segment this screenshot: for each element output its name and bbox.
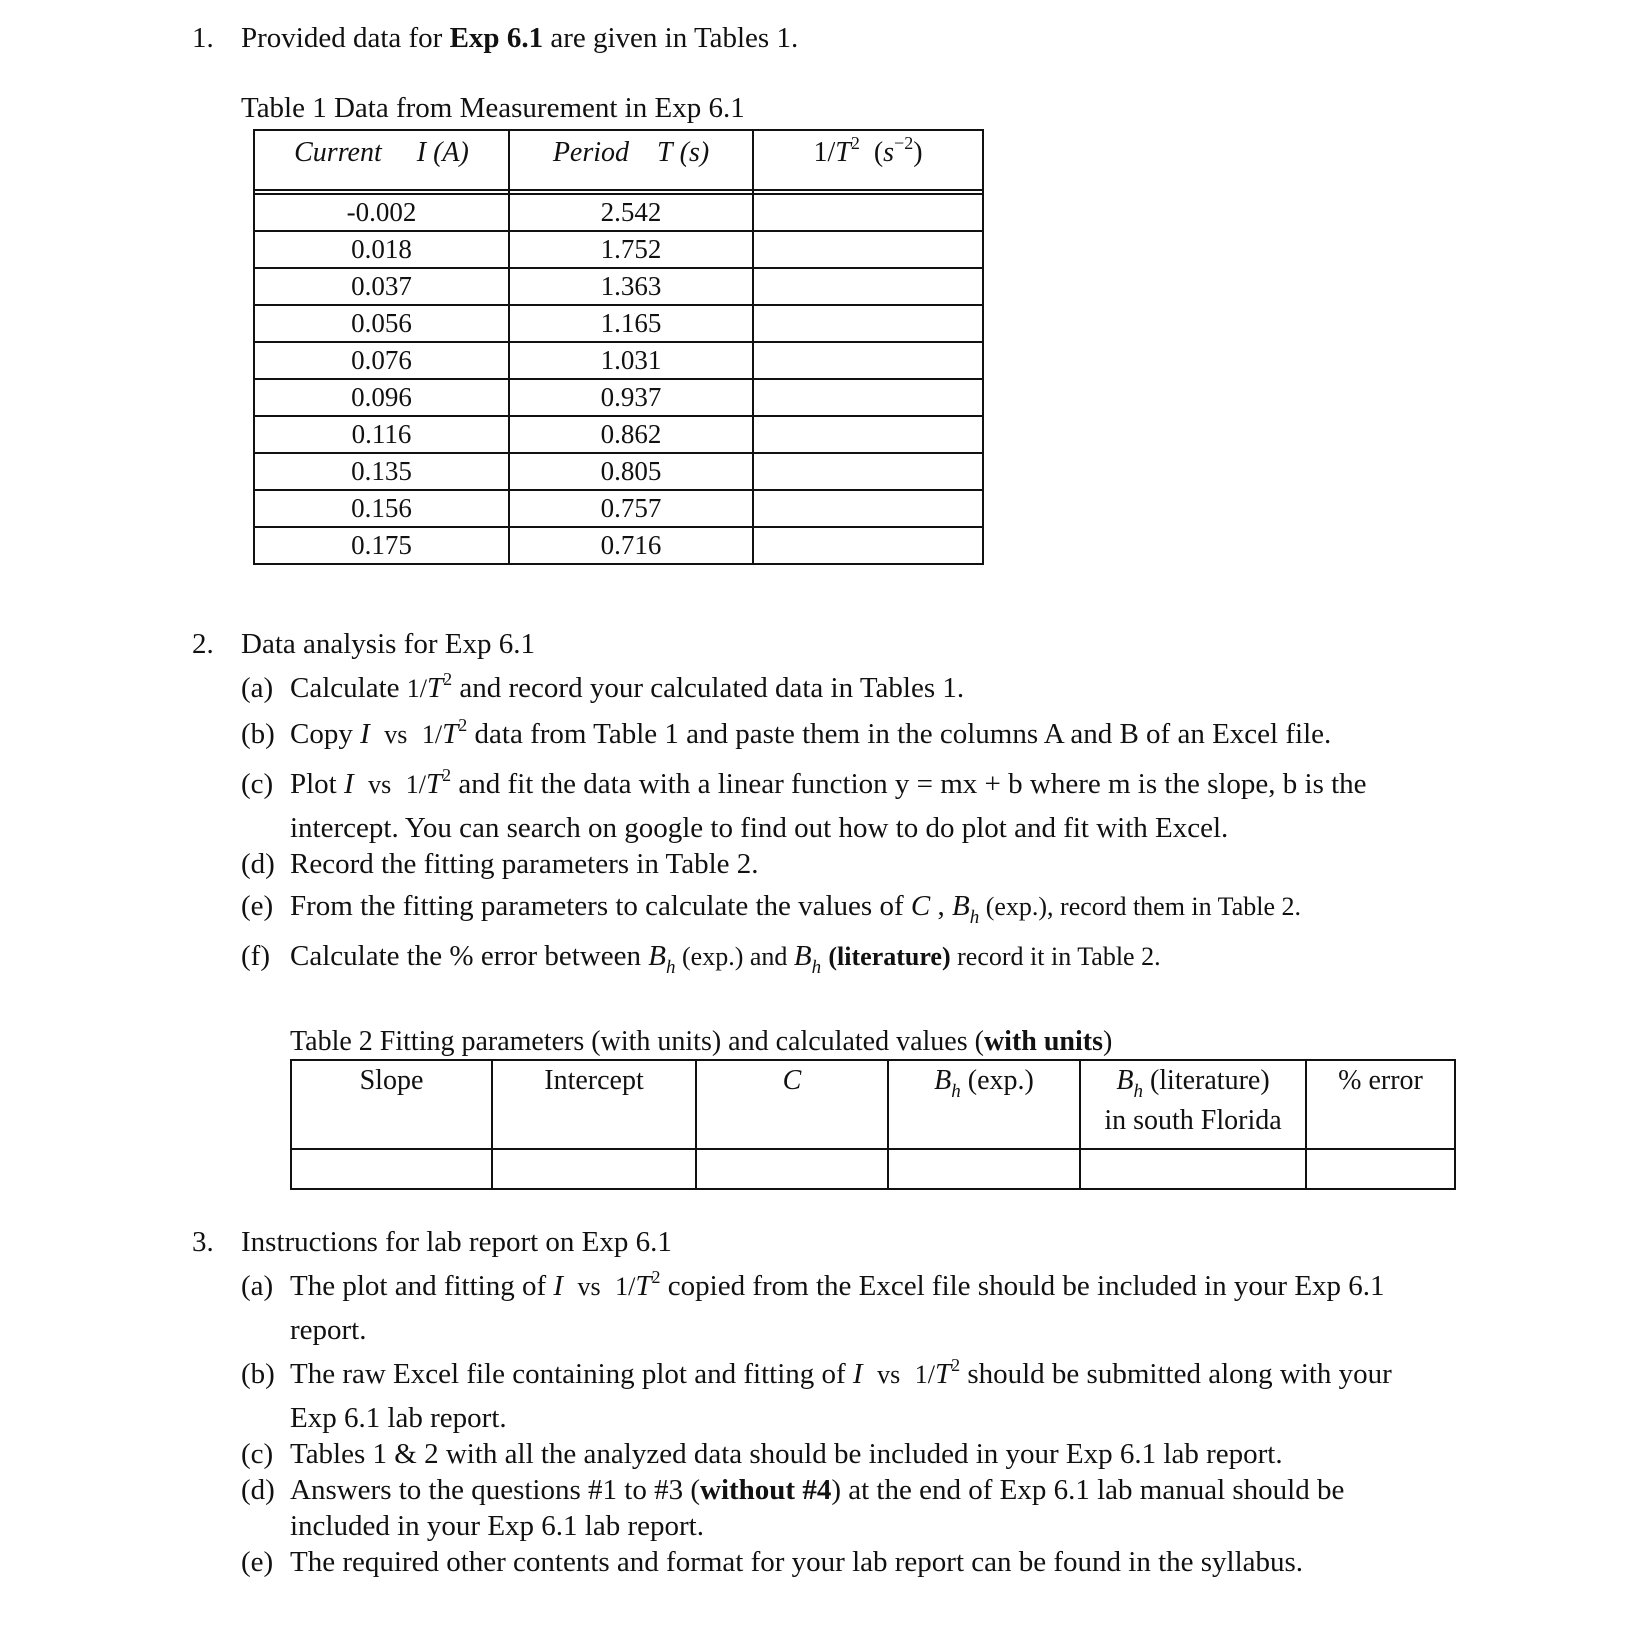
item-2a: (a) Calculate $1/T^2$ and record your calculated data in Tables 1. bbox=[241, 669, 965, 704]
table-2 bbox=[290, 1059, 1456, 1190]
cell-period: 0.805 bbox=[509, 453, 753, 490]
item-2d: (d) Record the fitting parameters in Table 2. bbox=[241, 848, 759, 880]
table-row bbox=[254, 268, 983, 305]
item-3b: (b) The raw Excel file containing plot and fitting of I vs $1/T^2$ should be submitted along with your bbox=[241, 1355, 1392, 1390]
cell-inverse[interactable] bbox=[753, 305, 983, 342]
table-row bbox=[254, 379, 983, 416]
table-row bbox=[254, 416, 983, 453]
table-1-caption: Table 1 Data from Measurement in Exp 6.1 bbox=[241, 92, 745, 124]
section-1-text: Provided data for Exp 6.1 are given in Tables 1. bbox=[241, 22, 799, 54]
table-2-caption: Table 2 Fitting parameters (with units) and calculated values (with units) bbox=[290, 1026, 1113, 1057]
cell-period: 1.752 bbox=[509, 231, 753, 268]
section-3-number: 3. bbox=[192, 1226, 214, 1258]
item-2e: (e) From the fitting parameters to calculate the values of C , $B_h$ (exp.), record them in Table 2. bbox=[241, 890, 1302, 928]
header-bh-literature: $B_h$ (literature) in south Florida bbox=[1080, 1060, 1306, 1149]
header-intercept: Intercept bbox=[492, 1060, 696, 1149]
item-3c: (c) Tables 1 & 2 with all the analyzed data should be included in your Exp 6.1 lab report. bbox=[241, 1438, 1283, 1470]
table-row bbox=[254, 453, 983, 490]
cell-period: 0.862 bbox=[509, 416, 753, 453]
cell-period: 2.542 bbox=[509, 194, 753, 231]
table-row bbox=[254, 194, 983, 231]
table-1-header-row bbox=[254, 130, 983, 190]
table-row bbox=[254, 342, 983, 379]
cell-current: 0.156 bbox=[254, 490, 509, 527]
item-2c: (c) Plot I vs $1/T^2$ and fit the data with a linear function y = mx + b where m is the slope, b is the bbox=[241, 765, 1367, 800]
cell-inverse[interactable] bbox=[753, 342, 983, 379]
cell-period: 1.363 bbox=[509, 268, 753, 305]
cell-c[interactable] bbox=[696, 1149, 888, 1189]
section-1-number: 1. bbox=[192, 22, 214, 54]
item-2f: (f) Calculate the % error between $B_h$ (exp.) and $B_h$ (literature) record it in Table 2. bbox=[241, 940, 1161, 978]
item-3d: (d) Answers to the questions #1 to #3 (without #4) at the end of Exp 6.1 lab manual should be bbox=[241, 1474, 1345, 1506]
item-2b: (b) Copy I vs $1/T^2$ data from Table 1 and paste them in the columns A and B of an Excel file. bbox=[241, 715, 1332, 750]
cell-current: -0.002 bbox=[254, 194, 509, 231]
cell-current: 0.096 bbox=[254, 379, 509, 416]
item-2c-continued: intercept. You can search on google to find out how to do plot and fit with Excel. bbox=[290, 812, 1229, 844]
table-row bbox=[254, 305, 983, 342]
cell-inverse[interactable] bbox=[753, 453, 983, 490]
cell-inverse[interactable] bbox=[753, 416, 983, 453]
table-row bbox=[254, 490, 983, 527]
header-percent-error: % error bbox=[1306, 1060, 1455, 1149]
cell-current: 0.116 bbox=[254, 416, 509, 453]
item-3a: (a) The plot and fitting of I vs $1/T^2$ copied from the Excel file should be included in your Exp 6.1 bbox=[241, 1267, 1385, 1302]
item-3b-continued: Exp 6.1 lab report. bbox=[290, 1402, 507, 1434]
cell-bh-literature[interactable] bbox=[1080, 1149, 1306, 1189]
cell-bh-exp[interactable] bbox=[888, 1149, 1080, 1189]
cell-current: 0.018 bbox=[254, 231, 509, 268]
cell-intercept[interactable] bbox=[492, 1149, 696, 1189]
cell-inverse[interactable] bbox=[753, 231, 983, 268]
header-current: Current I (A) bbox=[254, 130, 509, 190]
cell-inverse[interactable] bbox=[753, 268, 983, 305]
header-period: Period T (s) bbox=[509, 130, 753, 190]
cell-inverse[interactable] bbox=[753, 379, 983, 416]
table-2-header-row bbox=[291, 1060, 1455, 1149]
header-inverse-period-squared: $1/T^2$ $(s^{-2})$ bbox=[753, 130, 983, 190]
cell-period: 1.031 bbox=[509, 342, 753, 379]
item-3d-continued: included in your Exp 6.1 lab report. bbox=[290, 1510, 704, 1542]
cell-current: 0.037 bbox=[254, 268, 509, 305]
item-3a-continued: report. bbox=[290, 1314, 367, 1346]
cell-current: 0.175 bbox=[254, 527, 509, 564]
section-3-heading: Instructions for lab report on Exp 6.1 bbox=[241, 1226, 672, 1258]
cell-period: 0.937 bbox=[509, 379, 753, 416]
cell-current: 0.056 bbox=[254, 305, 509, 342]
header-c: C bbox=[696, 1060, 888, 1149]
cell-inverse[interactable] bbox=[753, 527, 983, 564]
table-row bbox=[291, 1149, 1455, 1189]
table-1 bbox=[253, 129, 984, 565]
cell-current: 0.076 bbox=[254, 342, 509, 379]
cell-slope[interactable] bbox=[291, 1149, 492, 1189]
table-row bbox=[254, 231, 983, 268]
cell-period: 0.716 bbox=[509, 527, 753, 564]
cell-current: 0.135 bbox=[254, 453, 509, 490]
header-bh-exp: $B_h$ (exp.) bbox=[888, 1060, 1080, 1149]
item-3e: (e) The required other contents and format for your lab report can be found in the syllabus. bbox=[241, 1546, 1304, 1578]
cell-inverse[interactable] bbox=[753, 194, 983, 231]
cell-inverse[interactable] bbox=[753, 490, 983, 527]
cell-period: 0.757 bbox=[509, 490, 753, 527]
cell-period: 1.165 bbox=[509, 305, 753, 342]
cell-percent-error[interactable] bbox=[1306, 1149, 1455, 1189]
table-row bbox=[254, 527, 983, 564]
section-2-number: 2. bbox=[192, 628, 214, 660]
header-slope: Slope bbox=[291, 1060, 492, 1149]
section-2-heading: Data analysis for Exp 6.1 bbox=[241, 628, 535, 660]
